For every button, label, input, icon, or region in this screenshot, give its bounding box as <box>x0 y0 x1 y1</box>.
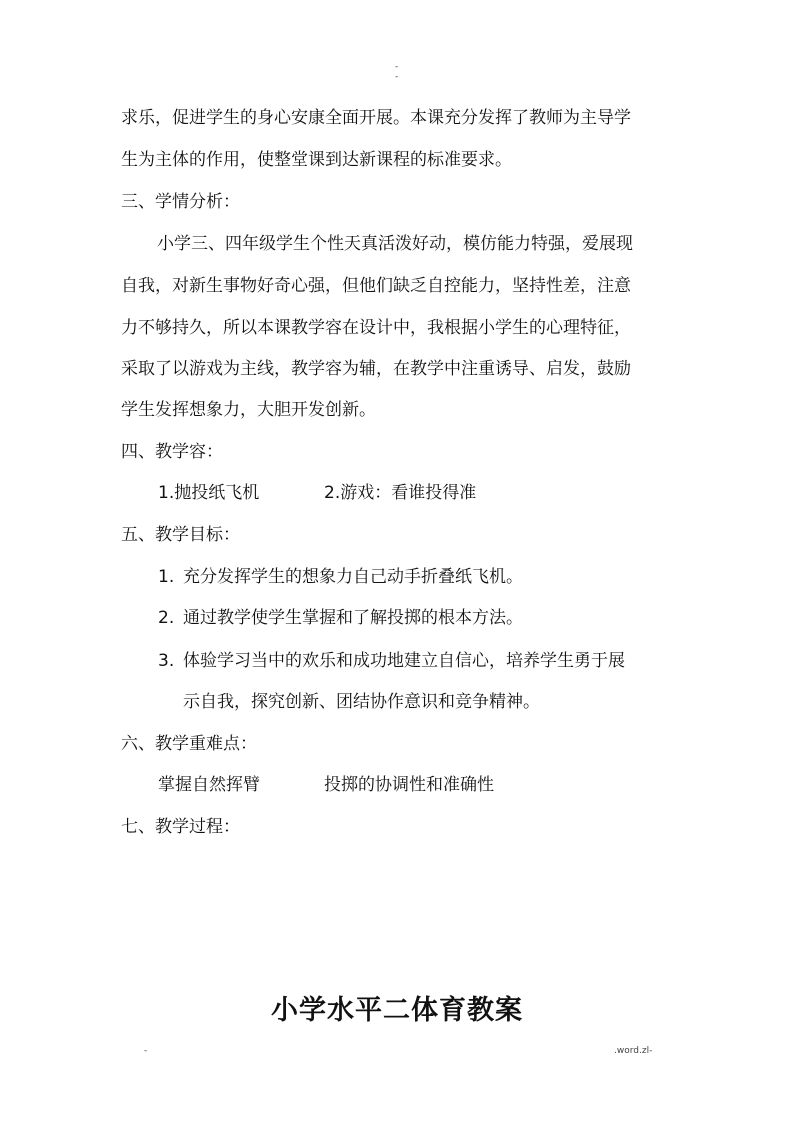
paragraph-line: 力不够持久，所以本课教学容在设计中，我根据小学生的心理特征， <box>121 318 631 338</box>
paragraph-line: 自我，对新生事物好奇心强，但他们缺乏自控能力，坚持性差，注意 <box>121 276 631 296</box>
paragraph-line: 求乐，促进学生的身心安康全面开展。本课充分发挥了教师为主导学 <box>121 108 631 128</box>
paragraph-line: 采取了以游戏为主线，教学容为辅，在教学中注重诱导、启发，鼓励 <box>121 359 631 379</box>
section-heading-goals: 五、教学目标： <box>121 525 240 545</box>
footer-right-mark: .word.zl- <box>614 1046 653 1056</box>
header-mark-bottom: - <box>395 72 399 82</box>
goal-number: 1. <box>158 567 175 587</box>
goal-text: 体验学习当中的欢乐和成功地建立自信心，培养学生勇于展 <box>183 651 625 671</box>
paragraph-line: 生为主体的作用，使整堂课到达新课程的标准要求。 <box>121 150 512 170</box>
key-point: 投掷的协调性和准确性 <box>324 775 494 795</box>
key-point: 掌握自然挥臂 <box>158 775 260 795</box>
content-item: 1.抛投纸飞机 <box>158 483 260 503</box>
section-heading-process: 七、教学过程： <box>121 817 240 837</box>
goal-number: 3. <box>158 651 175 671</box>
footer-left-mark: - <box>144 1046 148 1056</box>
goal-text: 通过教学使学生掌握和了解投掷的根本方法。 <box>183 608 523 628</box>
content-item: 2.游戏：看谁投得准 <box>324 483 477 503</box>
document-title: 小学水平二体育教案 <box>271 995 523 1026</box>
goal-text-continued: 示自我，探究创新、团结协作意识和竞争精神。 <box>183 692 540 712</box>
goal-text: 充分发挥学生的想象力自己动手折叠纸飞机。 <box>183 567 523 587</box>
section-heading-content: 四、教学容： <box>121 442 223 462</box>
section-heading-analysis: 三、学情分析： <box>121 192 240 212</box>
goal-number: 2. <box>158 608 175 628</box>
header-mark-top: - <box>395 62 399 72</box>
section-heading-key-points: 六、教学重难点： <box>121 734 257 754</box>
paragraph-line: 学生发挥想象力，大胆开发创新。 <box>121 400 376 420</box>
paragraph-line: 小学三、四年级学生个性天真活泼好动，模仿能力特强，爱展现 <box>157 234 633 254</box>
